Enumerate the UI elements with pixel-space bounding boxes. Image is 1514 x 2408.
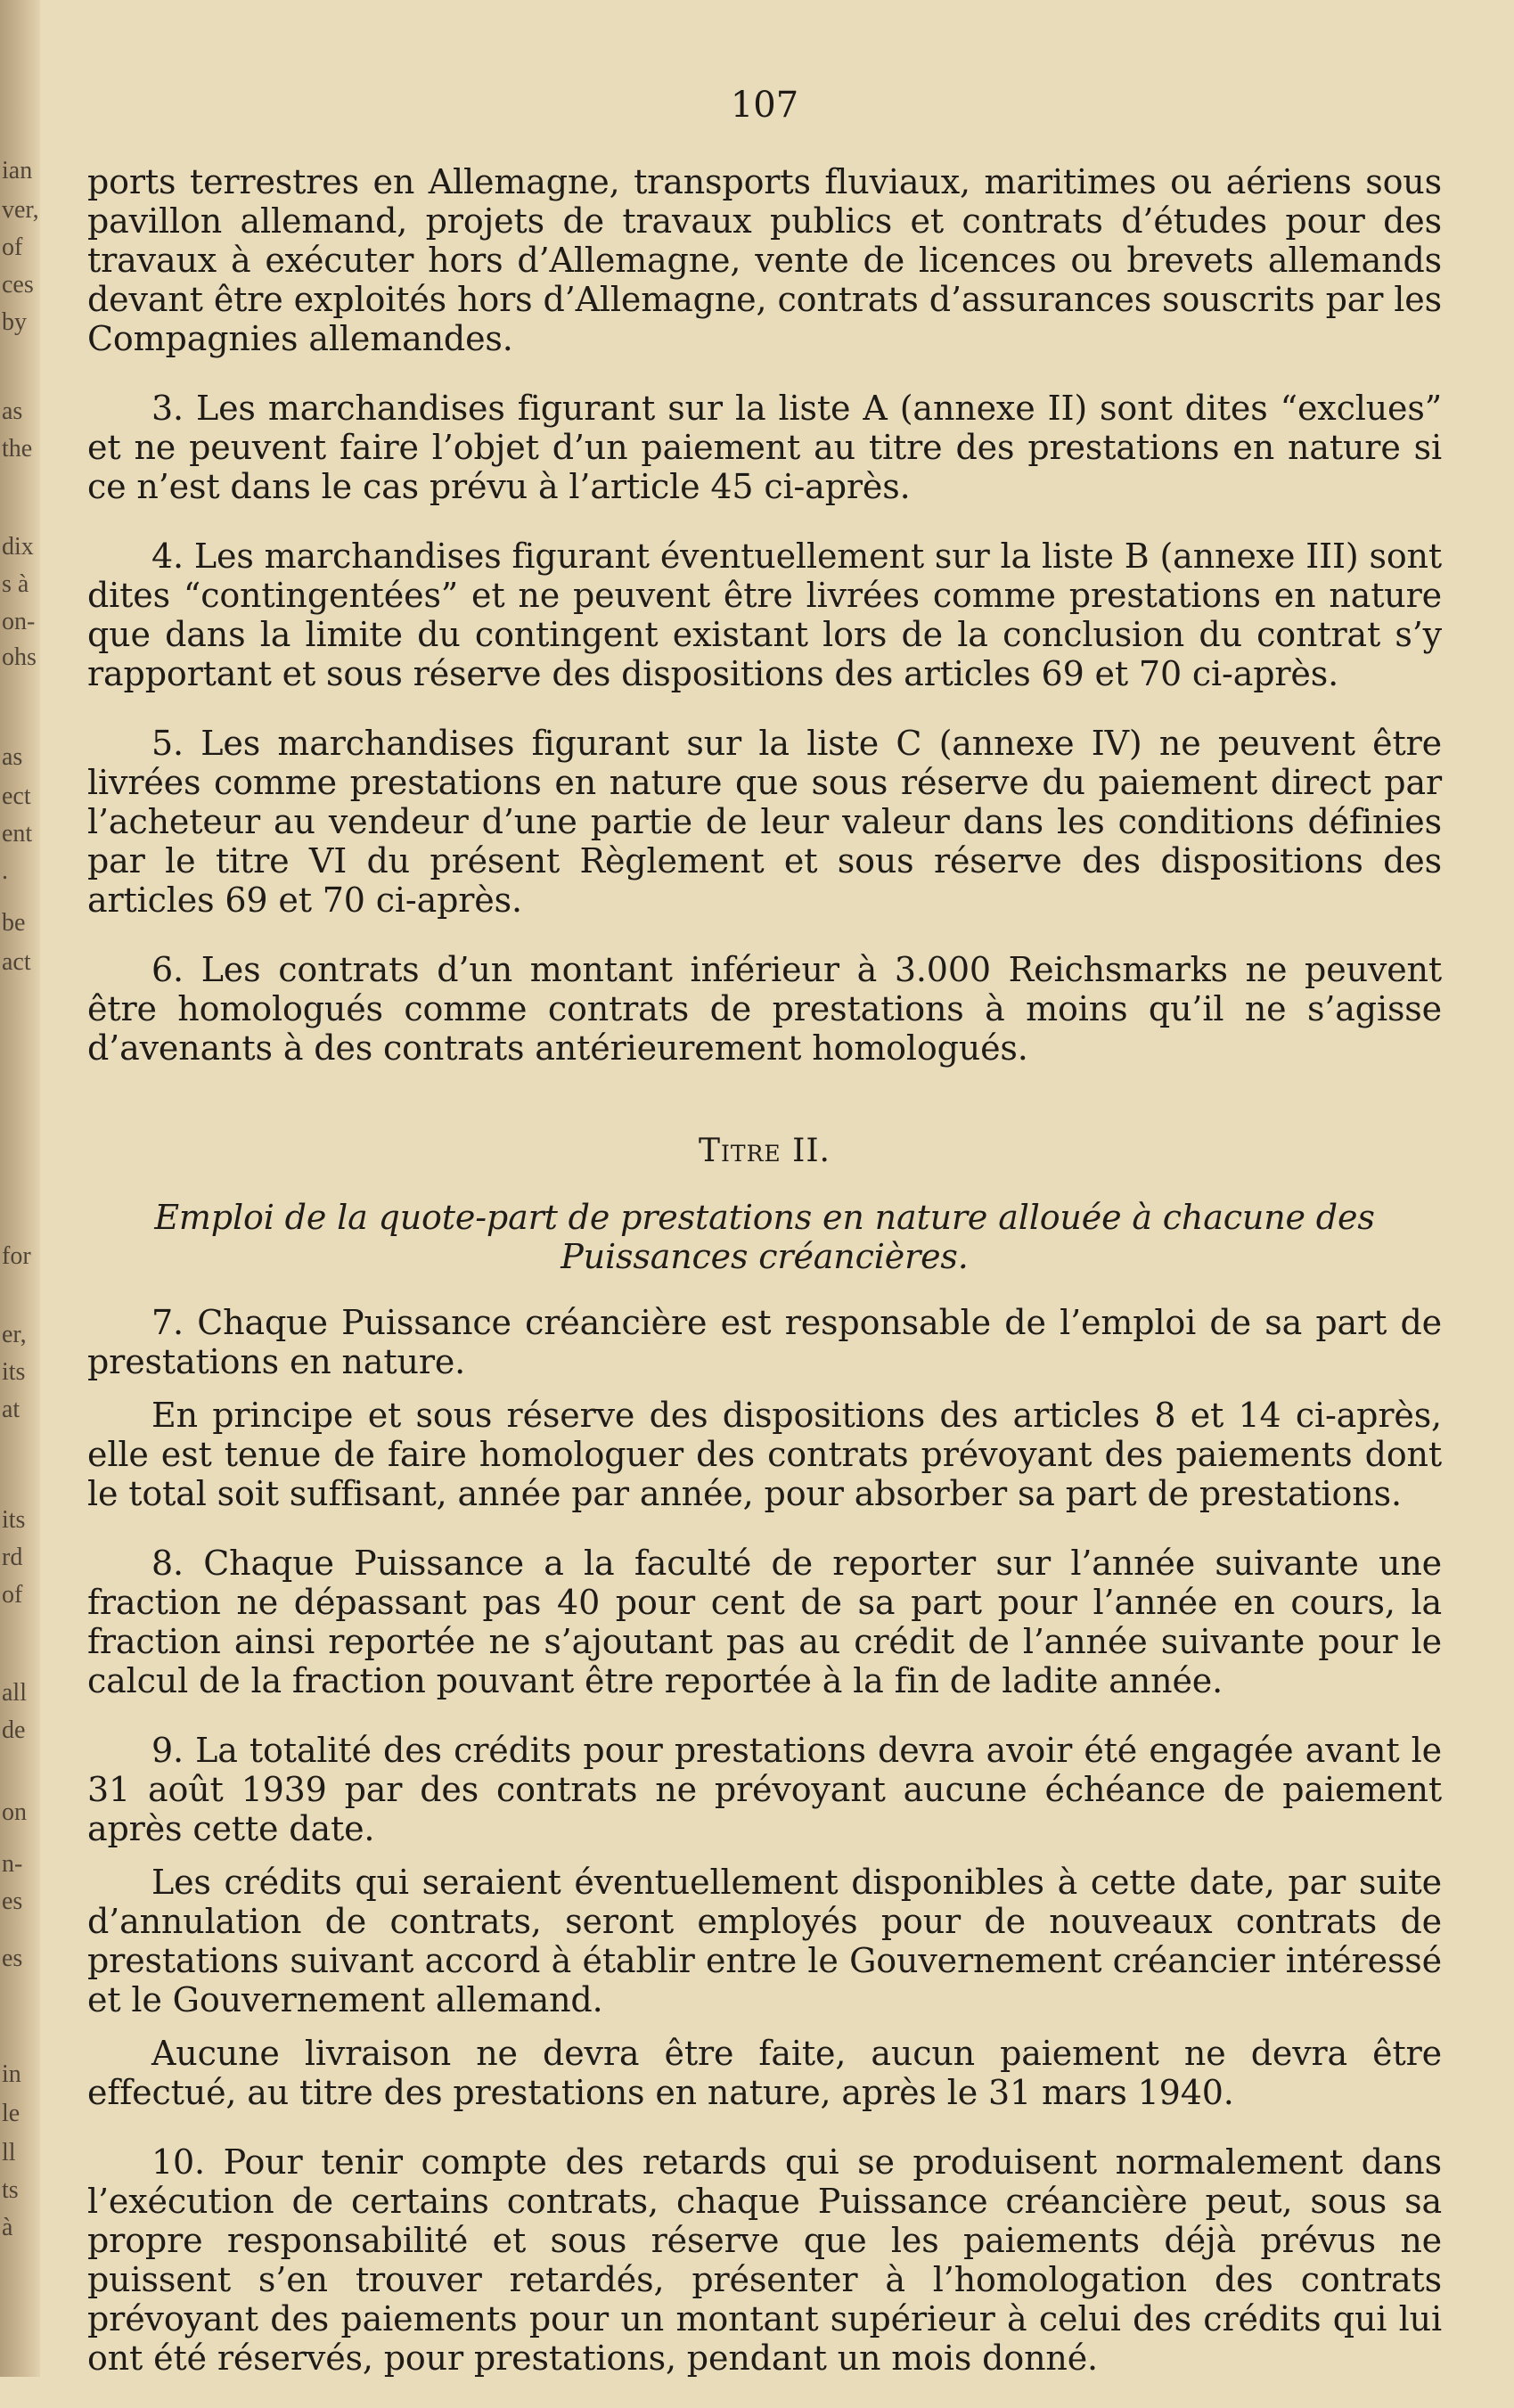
margin-fragment: act bbox=[2, 948, 31, 976]
section-subtitle: Emploi de la quote-part de prestations en nature allouée à chacune des Puissances créancières. bbox=[154, 1198, 1375, 1276]
margin-fragment: its bbox=[2, 1358, 26, 1386]
paragraph-3: 3. Les marchandises figurant sur la liste A (annexe II) sont dites “exclues” et ne peuvent faire l’objet d’un paiement au titre des prestations en nature si ce n’est dans le cas prévu à l’article 45 ci-après. bbox=[87, 389, 1442, 506]
paragraph-4: 4. Les marchandises figurant éventuellement sur la liste B (annexe III) sont dites “contingentées” et ne peuvent être livrées comme prestations en nature que dans la limite du contingent existant lors de la conclusion du contrat s’y rapportant et sous réserve des dispositions des articles 69 et 70 ci-après. bbox=[87, 536, 1442, 693]
page-number: 107 bbox=[730, 85, 799, 126]
margin-fragment: of bbox=[2, 1581, 23, 1609]
margin-fragment: on bbox=[2, 1798, 27, 1826]
article-8: 8. Chaque Puissance a la faculté de reporter sur l’année suivante une fraction ne dépassant pas 40 pour cent de sa part pour l’année en cours, la fraction ainsi reportée ne s’ajoutant pas au crédit de l’année suivante pour le calcul de la fraction pouvant être reportée à la fin de ladite année. bbox=[87, 1544, 1442, 1700]
paragraph-6: 6. Les contrats d’un montant inférieur à 3.000 Reichsmarks ne peuvent être homologués comme contrats de prestations à moins qu’il ne s’agisse d’avenants à des contrats antérieurement homologués. bbox=[87, 950, 1442, 1068]
margin-fragment: ver, bbox=[2, 196, 39, 224]
margin-fragment: . bbox=[2, 857, 8, 885]
margin-fragment: n- bbox=[2, 1850, 23, 1878]
margin-fragment: be bbox=[2, 909, 26, 937]
document-page bbox=[87, 73, 1442, 2378]
margin-fragment: for bbox=[2, 1242, 31, 1270]
margin-fragment: ll bbox=[2, 2139, 16, 2166]
section-title: Titre II. bbox=[699, 1133, 831, 1169]
margin-fragment: as bbox=[2, 397, 23, 425]
paragraph-continuation: ports terrestres en Allemagne, transports fluviaux, maritimes ou aériens sous pavillon allemand, projets de travaux publics et contrats d’études pour des travaux à exécuter hors d’Allemagne, vente de licences ou brevets allemands devant être exploités hors d’Allemagne, contrats d’assurances souscrits par les Compagnies allemandes. bbox=[87, 162, 1442, 358]
margin-fragment: ect bbox=[2, 782, 31, 810]
margin-fragment: er, bbox=[2, 1321, 27, 1348]
paragraph-5: 5. Les marchandises figurant sur la liste C (annexe IV) ne peuvent être livrées comme prestations en nature que sous réserve du paiement direct par l’acheteur au vendeur d’une partie de leur valeur dans les conditions définies par le titre VI du présent Règlement et sous réserve des dispositions des articles 69 et 70 ci-après. bbox=[87, 724, 1442, 920]
margin-fragment: dix bbox=[2, 533, 34, 561]
margin-fragment: ian bbox=[2, 157, 33, 184]
left-margin bbox=[0, 0, 40, 2377]
document-body bbox=[87, 162, 1442, 2408]
article-7-second-paragraph: En principe et sous réserve des dispositions des articles 8 et 14 ci-après, elle est tenue de faire homologuer des contrats prévoyant des paiements dont le total soit suffisant, année par année, pour absorber sa part de prestations. bbox=[87, 1396, 1442, 1513]
margin-fragment: ohs bbox=[2, 643, 37, 671]
article-10: 10. Pour tenir compte des retards qui se produisent normalement dans l’exécution de certains contrats, chaque Puissance créancière peut, sous sa propre responsabilité et sous réserve que les paiements déjà prévus ne puissent s’en trouver retardés, présenter à l’homologation des contrats prévoyant des paiements pour un montant supérieur à celui des crédits qui lui ont été réservés, pour prestations, pendant un mois donné. bbox=[87, 2142, 1442, 2378]
margin-fragment: à bbox=[2, 2214, 13, 2241]
margin-fragment: es bbox=[2, 1888, 23, 1915]
article-7: 7. Chaque Puissance créancière est responsable de l’emploi de sa part de prestations en nature. bbox=[87, 1303, 1442, 1381]
article-9-third-paragraph: Aucune livraison ne devra être faite, aucun paiement ne devra être effectué, au titre des prestations en nature, après le 31 mars 1940. bbox=[87, 2034, 1442, 2112]
margin-fragment: on- bbox=[2, 608, 36, 635]
margin-fragment: le bbox=[2, 2100, 20, 2127]
article-9-second-paragraph: Les crédits qui seraient éventuellement disponibles à cette date, par suite d’annulation de contrats, seront employés pour de nouveaux contrats de prestations suivant accord à établir entre le Gouvernement créancier intéressé et le Gouvernement allemand. bbox=[87, 1863, 1442, 2019]
margin-fragment: ent bbox=[2, 820, 33, 848]
margin-fragment: s à bbox=[2, 570, 29, 598]
margin-fragment: in bbox=[2, 2060, 21, 2088]
margin-fragment: rd bbox=[2, 1544, 23, 1571]
margin-fragment: de bbox=[2, 1716, 26, 1744]
margin-fragment: all bbox=[2, 1679, 27, 1707]
margin-fragment: es bbox=[2, 1945, 23, 1972]
margin-fragment: at bbox=[2, 1396, 20, 1423]
margin-fragment: ts bbox=[2, 2176, 19, 2204]
margin-fragment: by bbox=[2, 308, 27, 336]
margin-fragment: the bbox=[2, 435, 33, 463]
margin-fragment: as bbox=[2, 743, 23, 771]
margin-fragment: ces bbox=[2, 271, 34, 299]
article-9: 9. La totalité des crédits pour prestations devra avoir été engagée avant le 31 août 1939 par des contrats ne prévoyant aucune échéance de paiement après cette date. bbox=[87, 1731, 1442, 1848]
margin-fragment: of bbox=[2, 233, 23, 261]
margin-fragment: its bbox=[2, 1506, 26, 1534]
